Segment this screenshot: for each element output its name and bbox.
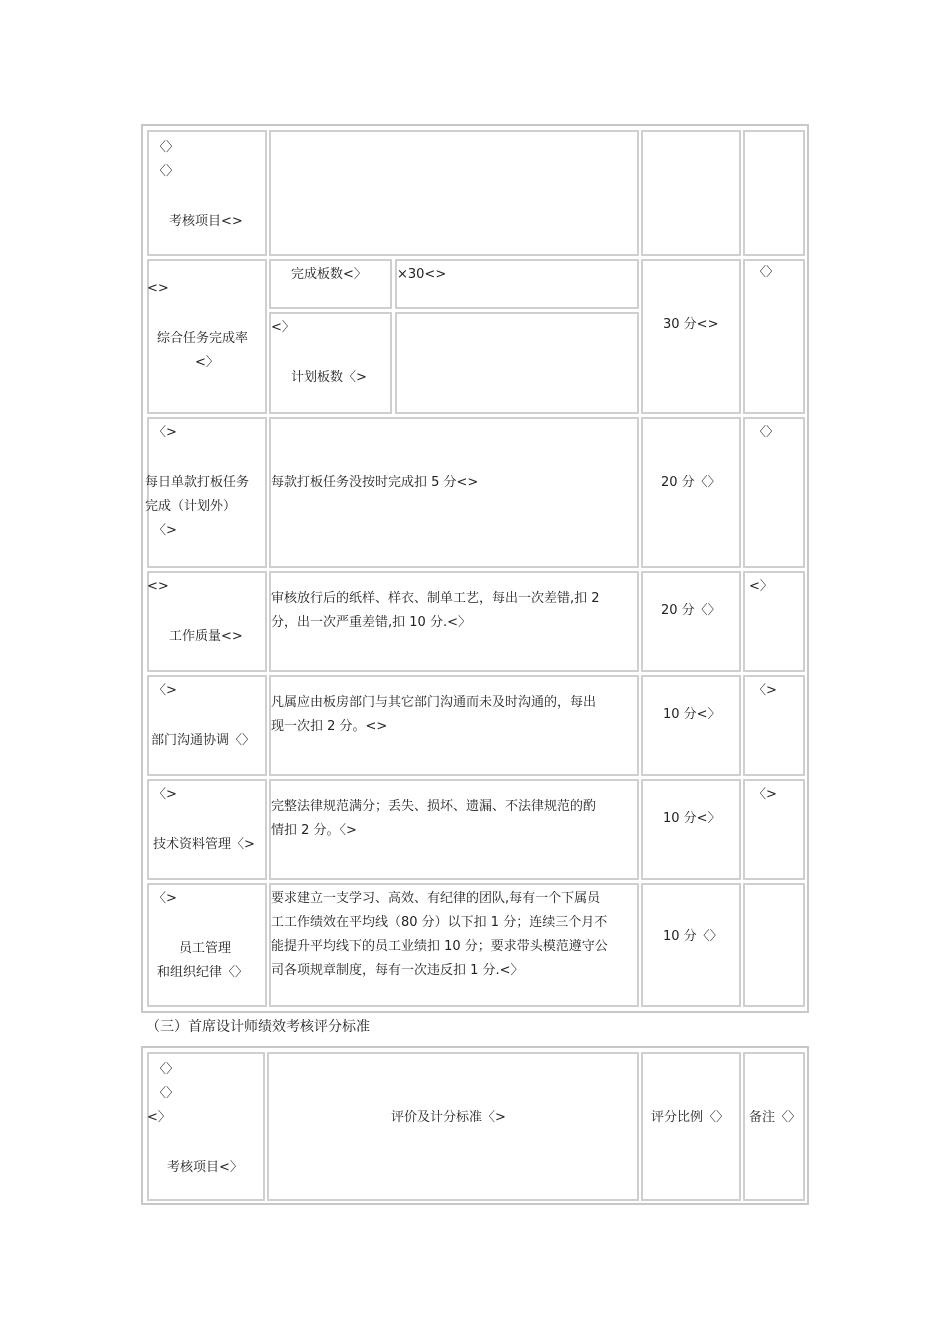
t2-criteria-cell — [267, 1052, 639, 1201]
row1-score-cell — [641, 259, 741, 414]
header-mark-1: 〈〉 — [153, 140, 180, 155]
row2-item-line1: 每日单款打板任务 — [145, 475, 250, 490]
row1-formula-numerator — [269, 259, 392, 309]
row2-score: 20 分〈〉 — [661, 475, 721, 490]
t2-item-cell — [147, 1052, 265, 1201]
t2-mark-1: 〈〉 — [153, 1062, 180, 1077]
row5-lead: 〈> — [153, 787, 177, 802]
row5-criteria-line2: 情扣 2 分。〈> — [271, 823, 357, 838]
t2-ratio-label: 评分比例〈〉 — [651, 1110, 730, 1125]
row1-item-tail: <〉 — [195, 355, 219, 370]
assessment-table — [141, 124, 809, 1013]
row3-score-cell — [641, 571, 741, 672]
row1-item-cell — [147, 259, 267, 414]
t2-item-label: 考核项目<〉 — [167, 1160, 243, 1175]
row6-item-line1: 员工管理 — [179, 941, 232, 956]
row4-score-cell — [641, 675, 741, 776]
row6-note-cell — [743, 883, 805, 1007]
row1-score: 30 分<> — [663, 317, 719, 332]
row1-formula-blank — [395, 312, 639, 414]
row5-note: 〈> — [753, 787, 777, 802]
row5-criteria-line1: 完整法律规范满分；丢失、损坏、遗漏、不法律规范的酌 — [271, 799, 597, 814]
row4-item-cell — [147, 675, 267, 776]
row4-criteria-line1: 凡属应由板房部门与其它部门沟通而未及时沟通的，每出 — [271, 695, 597, 710]
t2-criteria-label: 评价及计分标准〈> — [391, 1110, 506, 1125]
row4-note: 〈> — [753, 683, 777, 698]
row4-score: 10 分<〉 — [663, 707, 721, 722]
header-criteria-cell — [269, 130, 639, 256]
row5-score: 10 分<〉 — [663, 811, 721, 826]
row2-criteria: 每款打板任务没按时完成扣 5 分<> — [271, 475, 479, 490]
row2-item-tail: 〈> — [153, 523, 177, 538]
header-item-cell — [147, 130, 267, 256]
t2-note-label: 备注〈〉 — [749, 1110, 802, 1125]
row2-note: 〈〉 — [753, 425, 780, 440]
row1-formula-top: 完成板数<〉 — [291, 267, 367, 282]
row3-item: 工作质量<> — [169, 629, 243, 644]
row2-item-line2: 完成（计划外） — [145, 499, 237, 514]
row3-score: 20 分〈〉 — [661, 603, 721, 618]
row6-item-cell — [147, 883, 267, 1007]
t2-mark-3: <〉 — [147, 1110, 171, 1125]
row6-item-line2: 和组织纪律〈〉 — [157, 965, 249, 980]
row5-score-cell — [641, 779, 741, 880]
row6-criteria-line4: 司各项规章制度，每有一次违反扣 1 分.<〉 — [271, 963, 524, 978]
header-item-label: 考核项目<> — [169, 214, 243, 229]
row3-note-cell — [743, 571, 805, 672]
row6-criteria-line2: 工工作绩效在平均线（80 分）以下扣 1 分；连续三个月不 — [271, 915, 608, 930]
row5-item-cell — [147, 779, 267, 880]
row6-score-cell — [641, 883, 741, 1007]
row1-formula-bottom: 计划板数〈> — [291, 370, 367, 385]
row2-lead: 〈> — [153, 425, 177, 440]
row4-criteria-cell — [269, 675, 639, 776]
row6-score: 10 分〈〉 — [663, 929, 723, 944]
row1-formula-denominator — [269, 312, 392, 414]
t2-mark-2: 〈〉 — [153, 1086, 180, 1101]
header-mark-2: 〈〉 — [153, 164, 180, 179]
row1-formula-value-cell — [395, 259, 639, 309]
row3-item-cell — [147, 571, 267, 672]
row5-item: 技术资料管理〈> — [153, 837, 255, 852]
row3-criteria-line2: 分，出一次严重差错,扣 10 分.<〉 — [271, 615, 471, 630]
header-ratio-cell — [641, 130, 741, 256]
row6-criteria-line3: 能提升平均线下的员工业绩扣 10 分；要求带头模范遵守公 — [271, 939, 608, 954]
row1-formula-value: ×30<> — [397, 267, 447, 282]
row1-formula-mark: <〉 — [271, 320, 295, 335]
row6-criteria-cell — [269, 883, 639, 1007]
row3-lead: <> — [147, 579, 169, 594]
row2-note-cell — [743, 417, 805, 568]
row5-note-cell — [743, 779, 805, 880]
row1-note-cell — [743, 259, 805, 414]
header-note-cell — [743, 130, 805, 256]
row1-item: 综合任务完成率 — [157, 331, 249, 346]
designer-assessment-table — [141, 1046, 809, 1205]
row1-note: 〈〉 — [753, 265, 780, 280]
row2-score-cell — [641, 417, 741, 568]
t2-ratio-cell — [641, 1052, 741, 1201]
row1-lead: <> — [147, 281, 169, 296]
row6-lead: 〈> — [153, 891, 177, 906]
row5-criteria-cell — [269, 779, 639, 880]
row4-lead: 〈> — [153, 683, 177, 698]
row4-note-cell — [743, 675, 805, 776]
row3-note: <〉 — [749, 579, 773, 594]
row3-criteria-line1: 审核放行后的纸样、样衣、制单工艺，每出一次差错,扣 2 — [271, 591, 600, 606]
row2-criteria-cell — [269, 417, 639, 568]
section-title: （三）首席设计师绩效考核评分标准 — [146, 1019, 370, 1035]
row2-item-cell — [147, 417, 267, 568]
row4-criteria-line2: 现一次扣 2 分。<> — [271, 719, 388, 734]
row4-item: 部门沟通协调〈〉 — [151, 733, 256, 748]
t2-note-cell — [743, 1052, 805, 1201]
row3-criteria-cell — [269, 571, 639, 672]
row6-criteria-line1: 要求建立一支学习、高效、有纪律的团队,每有一个下属员 — [271, 891, 601, 906]
